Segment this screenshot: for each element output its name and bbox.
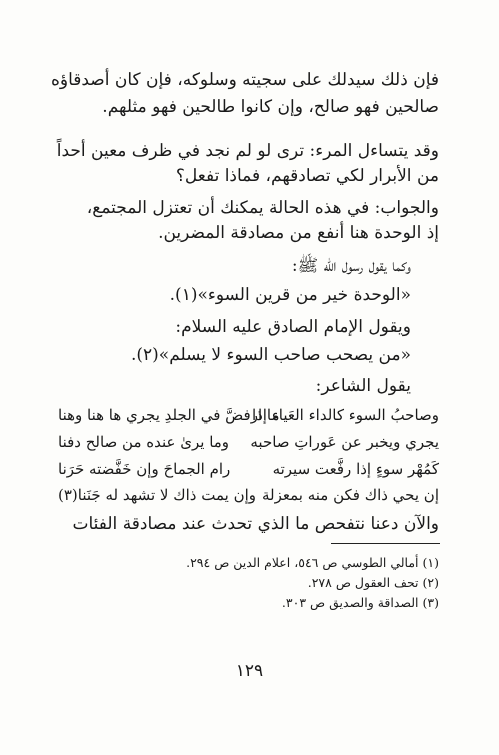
body-line: إذ الوحدة هنا أنفع من مصادقة المضرين. bbox=[158, 223, 439, 243]
poem-hemistich-right: إن يحي ذاك فكن منه بمعزلة bbox=[261, 486, 439, 504]
poem-hemistich-right: يجري ويخبر عن عَوراتِ صاحبه bbox=[250, 433, 439, 451]
poem-hemistich-left: وإن يمت ذاك لا تشهد له جَنَنا(٣) bbox=[58, 486, 257, 504]
footnote-divider bbox=[331, 543, 440, 544]
body-line: من الأبرار لكي تصادقهم، فماذا تفعل؟ bbox=[175, 166, 439, 186]
footnote: (٣) الصداقة والصديق ص ٣٠٣. bbox=[281, 595, 439, 610]
footnote: (١) أمالي الطوسي ص ٥٤٦، اعلام الدين ص ٢٩٤. bbox=[186, 555, 439, 570]
page-number: ١٢٩ bbox=[235, 661, 264, 681]
body-line: وكما يقول رسول الله ﷺ: bbox=[291, 256, 411, 276]
body-line: والآن دعنا نتفحص ما الذي تحدث عند مصادقة الفئات bbox=[72, 514, 439, 534]
hadith-quote: «الوحدة خير من قرين السوء»(١). bbox=[169, 285, 411, 305]
poet-intro: يقول الشاعر: bbox=[315, 376, 411, 396]
hadith-quote: «من يصحب صاحب السوء لا يسلم»(٢). bbox=[130, 345, 411, 365]
poem-hemistich-right: وصاحبُ السوء كالداء العَياء إذا bbox=[251, 406, 439, 424]
poem-hemistich-left: ما ارفضَّ في الجلدِ يجري ها هنا وهنا bbox=[58, 406, 280, 424]
poem-hemistich-left: رام الجماحَ وإن خَفَّضته حَرَنا bbox=[58, 460, 231, 478]
body-line: وقد يتساءل المرء: ترى لو لم نجد في ظرف معين أحداً bbox=[56, 141, 439, 161]
footnote: (٢) تحف العقول ص ٢٧٨. bbox=[307, 575, 439, 590]
body-line: ويقول الإمام الصادق عليه السلام: bbox=[175, 317, 411, 337]
poem-hemistich-right: كَمُهْر سوءٍ إذا رفَّعت سيرته bbox=[272, 460, 439, 478]
body-line: صالحين فهو صالح، وإن كانوا طالحين فهو مثلهم. bbox=[102, 97, 439, 117]
body-line: والجواب: في هذه الحالة يمكنك أن تعتزل المجتمع، bbox=[86, 198, 439, 218]
poem-hemistich-left: وما يرىٰ عنده من صالح دفنا bbox=[58, 433, 230, 451]
body-line: فإن ذلك سيدلك على سجيته وسلوكه، فإن كان أصدقاؤه bbox=[50, 70, 439, 90]
